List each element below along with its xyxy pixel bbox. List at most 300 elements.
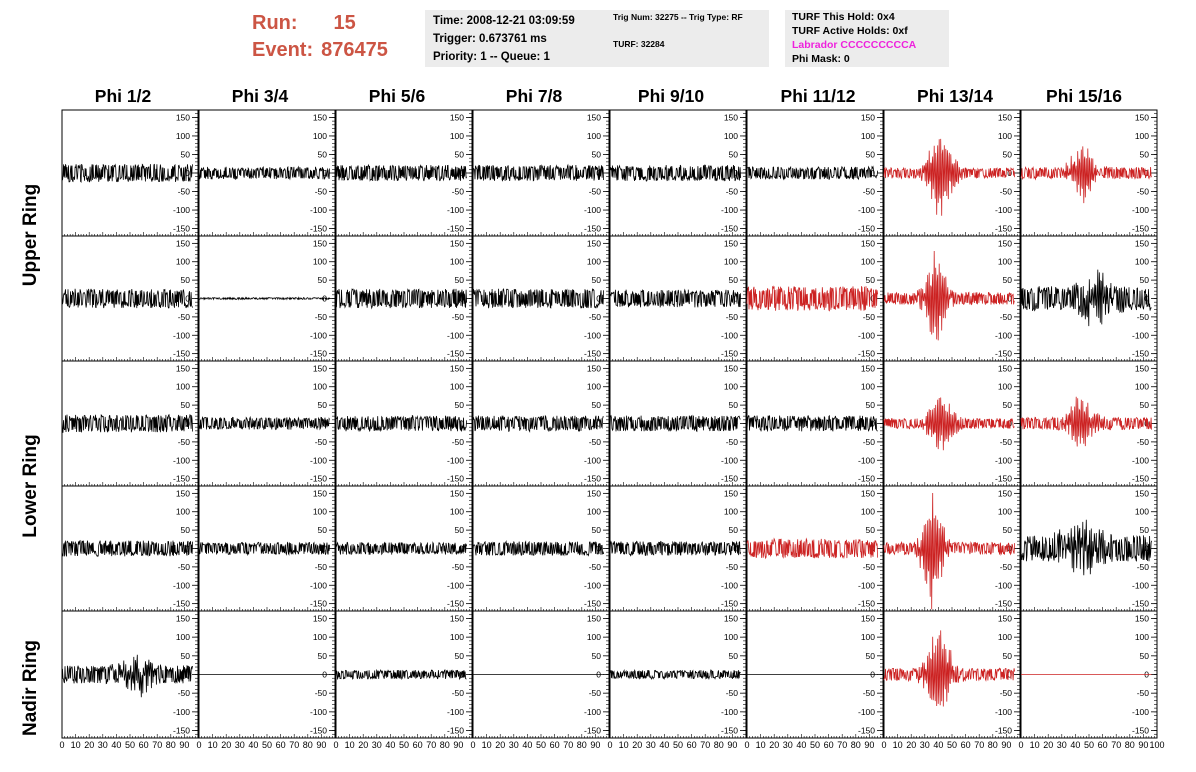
phi-header-4: Phi 7/8 [505, 86, 563, 106]
y-tick-label: -100 [720, 330, 738, 341]
y-tick-label: 50 [180, 650, 190, 661]
y-tick-label: -150 [309, 223, 327, 234]
y-tick-label: -50 [1136, 186, 1149, 197]
y-tick-label: 150 [723, 238, 738, 249]
y-tick-label: 50 [1139, 525, 1149, 536]
y-tick-label: 50 [317, 525, 327, 536]
y-tick-label: -50 [1136, 436, 1149, 447]
x-tick-label: 0 [333, 740, 339, 750]
y-tick-label: -150 [172, 348, 190, 359]
y-tick-label: 50 [454, 525, 464, 536]
phi-mask-line: Phi Mask: 0 [792, 53, 850, 65]
y-tick-label: 100 [312, 130, 327, 141]
y-tick-label: -100 [309, 330, 327, 341]
y-tick-label: 50 [591, 275, 601, 286]
y-tick-label: -150 [446, 348, 464, 359]
y-tick-label: 50 [591, 525, 601, 536]
phi-header-5: Phi 9/10 [637, 86, 705, 106]
y-tick-label: -50 [177, 186, 190, 197]
y-tick-label: 100 [312, 632, 327, 643]
y-tick-label: -150 [994, 348, 1012, 359]
y-tick-label: 0 [185, 669, 190, 680]
y-tick-label: -100 [446, 580, 464, 591]
y-tick-label: -100 [446, 706, 464, 717]
y-tick-label: -50 [725, 561, 738, 572]
y-tick-label: -100 [309, 455, 327, 466]
x-tick-label: 90 [453, 740, 464, 750]
y-tick-label: 50 [317, 149, 327, 160]
y-tick-label: -50 [862, 311, 875, 322]
y-tick-label: -50 [1136, 561, 1149, 572]
y-tick-label: -150 [994, 725, 1012, 736]
x-tick-label: 70 [700, 740, 711, 750]
phi-header-3: Phi 5/6 [368, 86, 426, 106]
y-tick-label: 150 [723, 488, 738, 499]
y-tick-label: 50 [1002, 149, 1012, 160]
y-tick-label: -100 [857, 455, 875, 466]
y-tick-label: 0 [1007, 168, 1012, 178]
y-tick-label: -50 [177, 436, 190, 447]
y-tick-label: 150 [449, 488, 464, 499]
x-tick-label: 30 [919, 740, 930, 750]
turf-hold-line: TURF This Hold: 0x4 [792, 11, 895, 23]
time-line: Time: 2008-12-21 03:09:59 [433, 15, 575, 27]
y-tick-label: 150 [1134, 112, 1149, 123]
y-tick-label: 100 [175, 256, 190, 267]
phi-header-6: Phi 11/12 [780, 86, 856, 106]
y-tick-label: 0 [185, 293, 190, 304]
x-tick-label: 10 [1029, 740, 1040, 750]
y-tick-label: 50 [728, 400, 738, 411]
phi-header-7: Phi 13/14 [917, 86, 993, 106]
y-tick-label: -150 [994, 223, 1012, 234]
y-tick-label: 0 [459, 669, 464, 680]
y-tick-label: -50 [862, 688, 875, 699]
y-tick-label: 50 [317, 275, 327, 286]
y-tick-label: 0 [733, 669, 738, 680]
y-tick-label: -100 [172, 330, 190, 341]
y-tick-label: 50 [728, 525, 738, 536]
x-tick-label: 50 [261, 740, 273, 750]
x-tick-label: 20 [221, 740, 232, 750]
y-tick-label: 0 [459, 543, 464, 554]
waveform-panel-frame [199, 236, 335, 361]
y-tick-label: -50 [588, 436, 601, 447]
y-tick-label: -150 [1131, 348, 1149, 359]
y-tick-label: 50 [1002, 275, 1012, 286]
y-tick-label: 50 [728, 149, 738, 160]
y-tick-label: 150 [175, 613, 190, 624]
y-tick-label: 150 [586, 363, 601, 374]
y-tick-label: 50 [180, 149, 190, 160]
x-tick-label: 70 [426, 740, 437, 750]
y-tick-label: -50 [1136, 311, 1149, 322]
y-tick-label: 50 [865, 149, 875, 160]
y-tick-label: -50 [451, 688, 464, 699]
x-tick-label: 90 [727, 740, 738, 750]
y-tick-label: -50 [999, 186, 1012, 197]
y-tick-label: -50 [862, 436, 875, 447]
y-tick-label: -50 [314, 311, 327, 322]
y-tick-label: 50 [591, 650, 601, 661]
x-tick-label: 60 [823, 740, 834, 750]
y-tick-label: -100 [446, 205, 464, 216]
x-tick-label: 30 [97, 740, 108, 750]
x-tick-label: 50 [398, 740, 410, 750]
labrador-line: Labrador CCCCCCCCCA [792, 39, 917, 51]
x-tick-label: 20 [358, 740, 369, 750]
y-tick-label: 0 [1144, 418, 1149, 429]
y-tick-label: -100 [1131, 580, 1149, 591]
y-tick-label: -50 [999, 688, 1012, 699]
x-tick-label: 60 [138, 740, 149, 750]
x-tick-label: 90 [1138, 740, 1149, 750]
phi-header-8: Phi 15/16 [1046, 86, 1122, 106]
y-tick-label: 150 [860, 488, 875, 499]
x-tick-label: 50 [535, 740, 547, 750]
y-tick-label: -50 [725, 688, 738, 699]
event-value: 876475 [321, 39, 388, 61]
x-tick-label: 20 [769, 740, 780, 750]
y-tick-label: 150 [723, 613, 738, 624]
y-tick-label: 150 [312, 112, 327, 123]
x-tick-label: 60 [275, 740, 286, 750]
x-tick-label: 20 [632, 740, 643, 750]
ring-label-lower: Lower Ring [20, 434, 41, 538]
y-tick-label: 50 [865, 275, 875, 286]
y-tick-label: -50 [177, 688, 190, 699]
y-tick-label: -100 [1131, 205, 1149, 216]
x-tick-label: 0 [470, 740, 476, 750]
ring-label-upper: Upper Ring [20, 183, 41, 287]
y-tick-label: 100 [312, 381, 327, 392]
y-tick-label: 150 [860, 238, 875, 249]
y-tick-label: -100 [857, 330, 875, 341]
x-tick-label: 70 [563, 740, 574, 750]
x-tick-label: 50 [124, 740, 136, 750]
x-tick-label: 50 [1083, 740, 1095, 750]
y-tick-label: -100 [583, 706, 601, 717]
y-tick-label: -50 [999, 311, 1012, 322]
waveform-panel-frame [473, 486, 609, 611]
x-tick-label: 20 [495, 740, 506, 750]
x-tick-label: 70 [837, 740, 848, 750]
phi-header-1: Phi 1/2 [94, 86, 152, 106]
x-tick-label: 40 [248, 740, 259, 750]
y-tick-label: 150 [175, 488, 190, 499]
y-tick-label: 150 [723, 363, 738, 374]
y-tick-label: 100 [723, 506, 738, 517]
y-tick-label: -50 [588, 186, 601, 197]
y-tick-label: 150 [175, 363, 190, 374]
run-label: Run: [252, 12, 298, 34]
turf-active-line: TURF Active Holds: 0xf [792, 25, 908, 37]
y-tick-label: -150 [994, 598, 1012, 609]
y-tick-label: 0 [596, 293, 601, 304]
y-tick-label: 0 [596, 543, 601, 554]
y-tick-label: 0 [322, 669, 327, 680]
y-tick-label: 50 [728, 275, 738, 286]
y-tick-label: 0 [459, 168, 464, 178]
y-tick-label: 150 [1134, 238, 1149, 249]
y-tick-label: 50 [728, 650, 738, 661]
y-tick-label: 0 [733, 543, 738, 554]
x-tick-label: 40 [385, 740, 396, 750]
y-tick-label: 0 [1007, 543, 1012, 554]
x-tick-label: 80 [439, 740, 450, 750]
x-tick-label: 40 [522, 740, 533, 750]
y-tick-label: 100 [1134, 130, 1149, 141]
y-tick-label: 150 [312, 363, 327, 374]
y-tick-label: -100 [172, 706, 190, 717]
y-tick-label: -150 [1131, 473, 1149, 484]
y-tick-label: -50 [862, 561, 875, 572]
y-tick-label: -50 [177, 311, 190, 322]
y-tick-label: 100 [997, 130, 1012, 141]
x-tick-label: 40 [1070, 740, 1081, 750]
y-tick-label: 50 [317, 400, 327, 411]
y-tick-label: 50 [454, 149, 464, 160]
x-tick-label: 50 [809, 740, 821, 750]
y-tick-label: 0 [322, 168, 327, 178]
y-tick-label: 0 [322, 293, 327, 304]
y-tick-label: -100 [446, 455, 464, 466]
y-tick-label: 50 [180, 525, 190, 536]
y-tick-label: -150 [994, 473, 1012, 484]
x-tick-label: 30 [1056, 740, 1067, 750]
y-tick-label: -50 [451, 561, 464, 572]
y-tick-label: 0 [733, 168, 738, 178]
y-tick-label: 100 [449, 506, 464, 517]
x-tick-label: 50 [946, 740, 958, 750]
y-tick-label: 100 [175, 381, 190, 392]
y-tick-label: 150 [586, 488, 601, 499]
y-tick-label: 100 [586, 130, 601, 141]
y-tick-label: 150 [997, 613, 1012, 624]
x-tick-label: 10 [481, 740, 492, 750]
x-tick-label: 30 [371, 740, 382, 750]
x-tick-label: 40 [659, 740, 670, 750]
x-tick-label: 10 [892, 740, 903, 750]
x-tick-label: 90 [316, 740, 327, 750]
turf-line: TURF: 32284 [613, 39, 665, 49]
y-tick-label: 0 [322, 543, 327, 554]
y-tick-label: 0 [459, 418, 464, 429]
y-tick-label: 0 [322, 418, 327, 429]
y-tick-label: -100 [1131, 706, 1149, 717]
x-tick-label: 90 [1001, 740, 1012, 750]
y-tick-label: 100 [997, 632, 1012, 643]
y-tick-label: 50 [1139, 400, 1149, 411]
event-label: Event: [252, 39, 314, 61]
y-tick-label: -50 [314, 186, 327, 197]
y-tick-label: 150 [860, 363, 875, 374]
y-tick-label: 150 [449, 238, 464, 249]
y-tick-label: 100 [723, 256, 738, 267]
y-tick-label: 100 [860, 130, 875, 141]
y-tick-label: 50 [865, 525, 875, 536]
y-tick-label: -150 [720, 473, 738, 484]
y-tick-label: -50 [1136, 688, 1149, 699]
y-tick-label: -100 [994, 455, 1012, 466]
y-tick-label: -100 [994, 330, 1012, 341]
y-tick-label: -100 [309, 706, 327, 717]
y-tick-label: 100 [860, 381, 875, 392]
y-tick-label: -100 [309, 205, 327, 216]
y-tick-label: -50 [725, 436, 738, 447]
x-tick-label: 70 [289, 740, 300, 750]
y-tick-label: 0 [459, 293, 464, 304]
y-tick-label: -100 [583, 205, 601, 216]
x-tick-label: 80 [576, 740, 587, 750]
y-tick-label: 100 [723, 381, 738, 392]
phi-header-2: Phi 3/4 [231, 86, 289, 106]
x-tick-label: 50 [672, 740, 684, 750]
y-tick-label: 100 [723, 130, 738, 141]
y-tick-label: -150 [309, 598, 327, 609]
x-tick-label: 40 [796, 740, 807, 750]
y-tick-label: 50 [317, 650, 327, 661]
y-tick-label: -50 [314, 436, 327, 447]
y-tick-label: 0 [733, 418, 738, 429]
y-tick-label: 0 [870, 669, 875, 680]
y-tick-label: -50 [177, 561, 190, 572]
y-tick-label: 50 [454, 650, 464, 661]
y-tick-label: -150 [583, 598, 601, 609]
y-tick-label: 150 [860, 112, 875, 123]
x-tick-label: 80 [850, 740, 861, 750]
y-tick-label: -150 [857, 223, 875, 234]
x-tick-label: 30 [782, 740, 793, 750]
y-tick-label: 150 [997, 488, 1012, 499]
y-tick-label: 150 [449, 613, 464, 624]
x-tick-label: 90 [590, 740, 601, 750]
y-tick-label: 100 [1134, 381, 1149, 392]
y-tick-label: 50 [454, 400, 464, 411]
priority-line: Priority: 1 -- Queue: 1 [433, 51, 550, 63]
y-tick-label: 100 [723, 632, 738, 643]
y-tick-label: 100 [997, 506, 1012, 517]
y-tick-label: 50 [180, 400, 190, 411]
y-tick-label: 150 [997, 238, 1012, 249]
x-tick-label: 0 [196, 740, 202, 750]
x-tick-label: 0 [1018, 740, 1024, 750]
y-tick-label: 0 [185, 168, 190, 178]
x-tick-label: 40 [933, 740, 944, 750]
y-tick-label: 100 [449, 381, 464, 392]
y-tick-label: 100 [175, 130, 190, 141]
x-tick-label: 20 [906, 740, 917, 750]
y-tick-label: 0 [1007, 418, 1012, 429]
x-tick-label: 100 [1149, 740, 1165, 750]
y-tick-label: -100 [720, 580, 738, 591]
y-tick-label: -100 [994, 706, 1012, 717]
y-tick-label: 50 [1002, 650, 1012, 661]
y-tick-label: 150 [1134, 488, 1149, 499]
y-tick-label: -150 [446, 598, 464, 609]
x-tick-label: 40 [111, 740, 122, 750]
y-tick-label: 50 [1139, 149, 1149, 160]
y-tick-label: 50 [1139, 650, 1149, 661]
y-tick-label: 100 [449, 632, 464, 643]
x-tick-label: 80 [987, 740, 998, 750]
y-tick-label: -150 [583, 473, 601, 484]
y-tick-label: -100 [172, 455, 190, 466]
y-tick-label: -150 [172, 598, 190, 609]
y-tick-label: -150 [857, 725, 875, 736]
y-tick-label: -100 [994, 205, 1012, 216]
y-tick-label: -150 [720, 598, 738, 609]
y-tick-label: 150 [1134, 363, 1149, 374]
y-tick-label: 100 [312, 256, 327, 267]
y-tick-label: -50 [999, 436, 1012, 447]
y-tick-label: -50 [862, 186, 875, 197]
y-tick-label: -100 [583, 455, 601, 466]
y-tick-label: 0 [1144, 168, 1149, 178]
y-tick-label: -100 [994, 580, 1012, 591]
x-tick-label: 10 [344, 740, 355, 750]
y-tick-label: 150 [312, 488, 327, 499]
y-tick-label: 0 [1144, 543, 1149, 554]
y-tick-label: -150 [720, 725, 738, 736]
y-tick-label: -50 [451, 186, 464, 197]
x-tick-label: 30 [234, 740, 245, 750]
y-tick-label: 0 [596, 418, 601, 429]
y-tick-label: 100 [312, 506, 327, 517]
y-tick-label: 50 [454, 275, 464, 286]
x-tick-label: 60 [1097, 740, 1108, 750]
y-tick-label: 0 [596, 669, 601, 680]
y-tick-label: 150 [449, 112, 464, 123]
y-tick-label: 100 [175, 632, 190, 643]
run-value: 15 [333, 12, 356, 34]
y-tick-label: -150 [1131, 223, 1149, 234]
x-tick-label: 20 [84, 740, 95, 750]
x-tick-label: 70 [1111, 740, 1122, 750]
x-tick-label: 90 [864, 740, 875, 750]
y-tick-label: -100 [720, 205, 738, 216]
x-tick-label: 90 [179, 740, 190, 750]
x-tick-label: 30 [508, 740, 519, 750]
y-tick-label: 100 [997, 381, 1012, 392]
x-tick-label: 70 [974, 740, 985, 750]
y-tick-label: 100 [175, 506, 190, 517]
y-tick-label: -100 [583, 330, 601, 341]
y-tick-label: -50 [725, 186, 738, 197]
y-tick-label: -100 [720, 455, 738, 466]
x-tick-label: 60 [549, 740, 560, 750]
y-tick-label: -150 [857, 598, 875, 609]
y-tick-label: 100 [860, 506, 875, 517]
y-tick-label: 100 [997, 256, 1012, 267]
x-tick-label: 0 [881, 740, 887, 750]
y-tick-label: 150 [175, 112, 190, 123]
y-tick-label: -150 [1131, 725, 1149, 736]
y-tick-label: -150 [583, 348, 601, 359]
y-tick-label: -100 [1131, 455, 1149, 466]
y-tick-label: -150 [857, 473, 875, 484]
y-tick-label: -100 [1131, 330, 1149, 341]
x-tick-label: 0 [607, 740, 613, 750]
y-tick-label: 0 [185, 418, 190, 429]
y-tick-label: 150 [312, 238, 327, 249]
y-tick-label: -150 [172, 473, 190, 484]
y-tick-label: -50 [588, 311, 601, 322]
y-tick-label: 100 [586, 506, 601, 517]
y-tick-label: -150 [446, 473, 464, 484]
y-tick-label: -150 [583, 725, 601, 736]
waveform-panel-frame [62, 110, 198, 236]
